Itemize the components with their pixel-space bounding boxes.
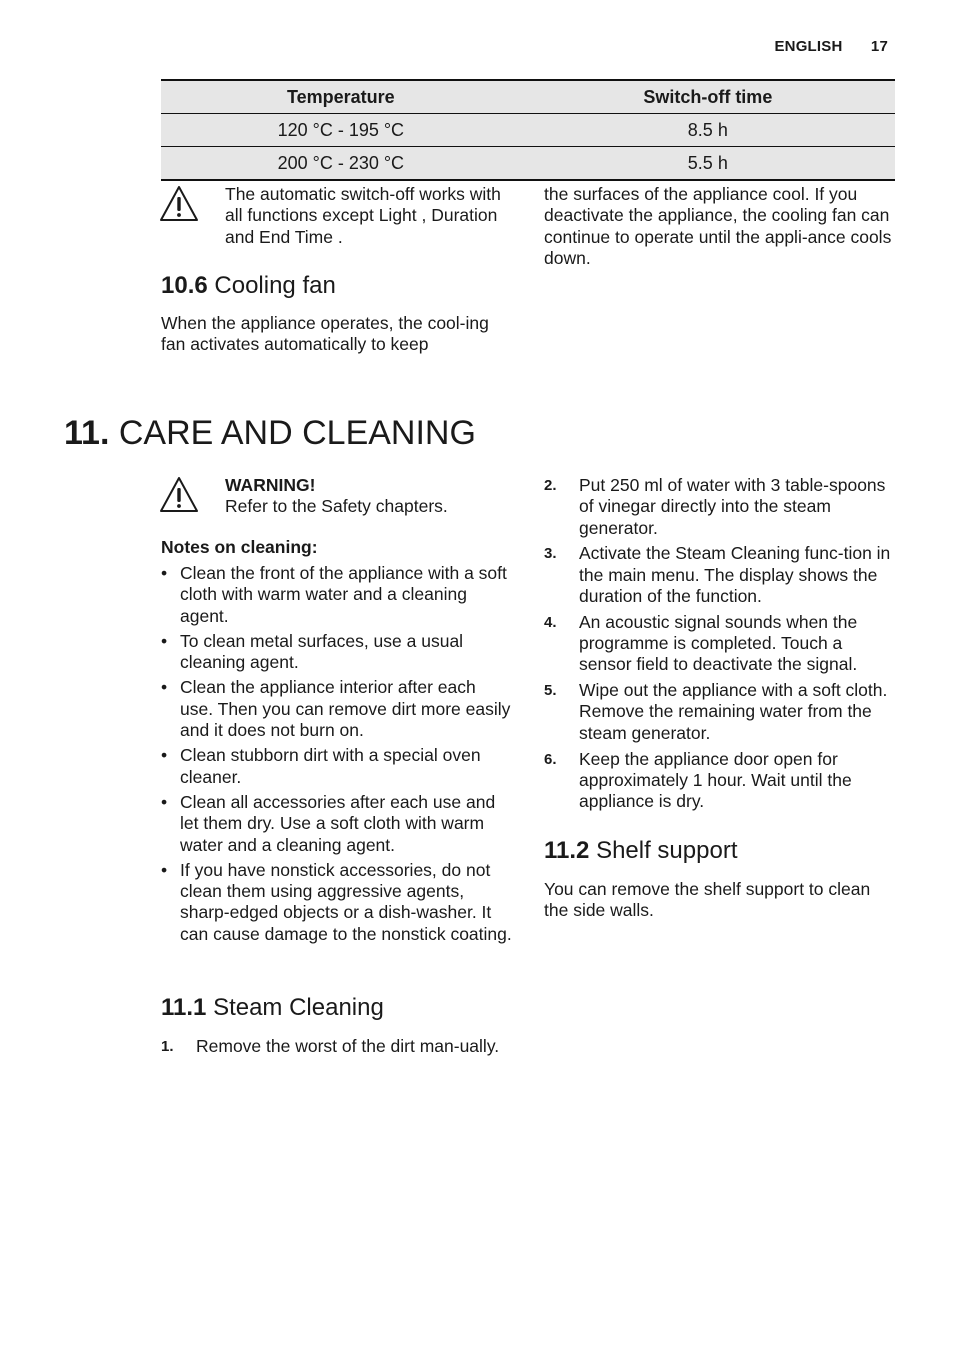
list-item: • Clean the front of the appliance with a soft cloth with warm water and a cleaning agent. [161, 563, 513, 627]
section-number: 11.1 [161, 994, 207, 1021]
list-item [544, 543, 896, 607]
table-row [161, 114, 895, 147]
step-text: Put 250 ml of water with 3 table-spoons of vinegar directly into the steam generator. [579, 475, 886, 538]
table-row [161, 147, 895, 181]
step-number: 1. [161, 1038, 174, 1055]
page-number: 17 [870, 38, 888, 55]
section-title: Cooling fan [214, 272, 336, 299]
notes-title: Notes on cleaning: [161, 537, 318, 557]
table-cell: 8.5 h [521, 114, 895, 147]
section-heading-10-6 [161, 272, 336, 300]
header-language: ENGLISH [774, 38, 843, 55]
section-heading-11-2 [544, 837, 737, 865]
step-number: 2. [544, 477, 557, 494]
list-item [161, 1036, 501, 1057]
cooling-fan-paragraph-right: the surfaces of the appliance cool. If you deactivate the appliance, the cooling fan can continue to operate until the appli-ance cools down. [544, 184, 892, 268]
section-number: 10.6 [161, 272, 208, 299]
warning-title: WARNING! [225, 475, 316, 495]
shelf-support-paragraph: You can remove the shelf support to clean the side walls. [544, 879, 871, 921]
section-title: Shelf support [596, 837, 738, 864]
column-header-switch-off-time: Switch-off time [521, 80, 895, 114]
column-header-temperature: Temperature [161, 80, 521, 114]
step-text: Keep the appliance door open for approximately 1 hour. Wait until the appliance is dry. [579, 748, 852, 812]
section-heading-11-1 [161, 994, 384, 1022]
step-text: Remove the worst of the dirt man-ually. [196, 1036, 500, 1056]
step-number: 3. [544, 545, 557, 563]
warning-triangle-icon [159, 184, 199, 224]
warning-text: Refer to the Safety chapters. [225, 496, 448, 517]
cleaning-notes-list [161, 563, 513, 949]
table-header-row [161, 80, 895, 114]
section-number: 11.2 [544, 837, 590, 864]
list-item [544, 612, 896, 676]
switch-off-table [161, 79, 895, 181]
cooling-fan-paragraph-left: When the appliance operates, the cool-ing fan activates automatically to keep [161, 313, 489, 355]
list-item: • To clean metal surfaces, use a usual cleaning agent. [161, 631, 513, 674]
list-item: • Clean stubborn dirt with a special oven cleaner. [161, 745, 513, 788]
chapter-number: 11. [64, 414, 110, 452]
step-text: Wipe out the appliance with a soft cloth. Remove the remaining water from the steam generator. [579, 680, 888, 743]
table-cell: 200 °C - 230 °C [161, 147, 521, 181]
list-item [544, 680, 896, 744]
step-text: An acoustic signal sounds when the programme is completed. Touch a sensor field to deactivate the signal. [579, 611, 858, 675]
list-item [544, 475, 896, 539]
steam-cleaning-steps-left [161, 1036, 501, 1062]
list-item [544, 749, 896, 813]
list-item: • Clean the appliance interior after each use. Then you can remove dirt more easily and it does not burn on. [161, 677, 513, 741]
step-number: 5. [544, 682, 557, 700]
step-number: 6. [544, 750, 557, 768]
list-item: • If you have nonstick accessories, do not clean them using aggressive agents, sharp-edged objects or a dish-washer. It can cause damage to the nonstick coating. [161, 860, 513, 945]
switch-off-note: The automatic switch-off works with all functions except Light , Duration and End Time . [225, 184, 501, 247]
step-number: 4. [544, 613, 557, 631]
list-item: • Clean all accessories after each use and let them dry. Use a soft cloth with warm water and a cleaning agent. [161, 792, 513, 856]
section-title: Steam Cleaning [213, 994, 384, 1021]
table-cell: 5.5 h [521, 147, 895, 181]
chapter-title: CARE AND CLEANING [118, 414, 476, 452]
warning-triangle-icon [159, 475, 199, 515]
steam-cleaning-steps-right [544, 475, 896, 817]
chapter-heading-11 [64, 414, 476, 453]
table-cell: 120 °C - 195 °C [161, 114, 521, 147]
page-header [774, 38, 888, 55]
warning-block [225, 475, 525, 518]
step-text: Activate the Steam Cleaning func-tion in the main menu. The display shows the duration of the function. [579, 543, 891, 606]
